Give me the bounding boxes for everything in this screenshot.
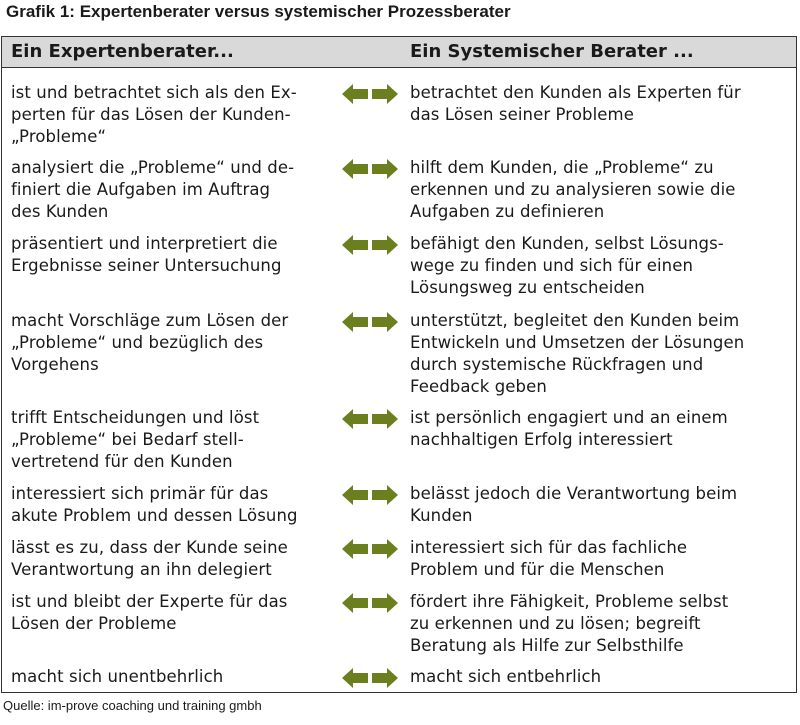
double-arrow-icon: [341, 159, 399, 179]
row-left-text: trifft Entscheidungen und löst „Probleme“ bei Bedarf stell- vertretend für den Kunden: [11, 408, 260, 471]
row-right-text: befähigt den Kunden, selbst Lösungs- wege zu finden und sich für einen Lösungsweg zu entscheiden: [410, 234, 724, 297]
header-right: Ein Systemischer Berater ...: [410, 41, 694, 62]
row-right-text: fördert ihre Fähigkeit, Probleme selbst zu erkennen und zu lösen; begreift Beratung als Hilfe zur Selbsthilfe: [410, 592, 729, 655]
double-arrow-icon: [341, 312, 399, 332]
row-left-text: analysiert die „Probleme“ und de- finiert die Aufgaben im Auftrag des Kunden: [11, 158, 295, 221]
row-right-text: macht sich entbehrlich: [410, 667, 602, 686]
row-left-text: macht sich unentbehrlich: [11, 667, 224, 686]
row-right-text: belässt jedoch die Verantwortung beim Kunden: [410, 484, 738, 525]
row-left-text: interessiert sich primär für das akute Problem und dessen Lösung: [11, 484, 298, 525]
double-arrow-icon: [341, 593, 399, 613]
row-right-text: hilft dem Kunden, die „Probleme“ zu erkennen und zu analysieren sowie die Aufgaben zu definieren: [410, 158, 736, 221]
double-arrow-icon: [341, 235, 399, 255]
double-arrow-icon: [341, 539, 399, 559]
double-arrow-icon: [341, 485, 399, 505]
header-left: Ein Expertenberater...: [11, 41, 234, 62]
row-left-text: macht Vorschläge zum Lösen der „Probleme“ und bezüglich des Vorgehens: [11, 311, 289, 374]
row-left-text: präsentiert und interpretiert die Ergebnisse seiner Untersuchung: [11, 234, 282, 275]
double-arrow-icon: [341, 409, 399, 429]
row-right-text: interessiert sich für das fachliche Problem und für die Menschen: [410, 538, 688, 579]
double-arrow-icon: [341, 668, 399, 688]
row-left-text: ist und betrachtet sich als den Ex- perten für das Lösen der Kunden- „Probleme“: [11, 83, 297, 146]
table-header: [2, 37, 796, 68]
double-arrow-icon: [341, 84, 399, 104]
figure-caption: Grafik 1: Expertenberater versus systemischer Prozessberater: [6, 2, 511, 21]
source-note: Quelle: im-prove coaching und training gmbh: [3, 698, 262, 713]
row-right-text: unterstützt, begleitet den Kunden beim Entwickeln und Umsetzen der Lösungen durch systemische Rückfragen und Feedback geben: [410, 311, 745, 396]
row-right-text: ist persönlich engagiert und an einem nachhaltigen Erfolg interessiert: [410, 408, 728, 449]
row-right-text: betrachtet den Kunden als Experten für das Lösen seiner Probleme: [410, 83, 741, 124]
row-left-text: lässt es zu, dass der Kunde seine Verantwortung an ihn delegiert: [11, 538, 288, 579]
row-left-text: ist und bleibt der Experte für das Lösen der Probleme: [11, 592, 288, 633]
comparison-table: [1, 36, 797, 693]
